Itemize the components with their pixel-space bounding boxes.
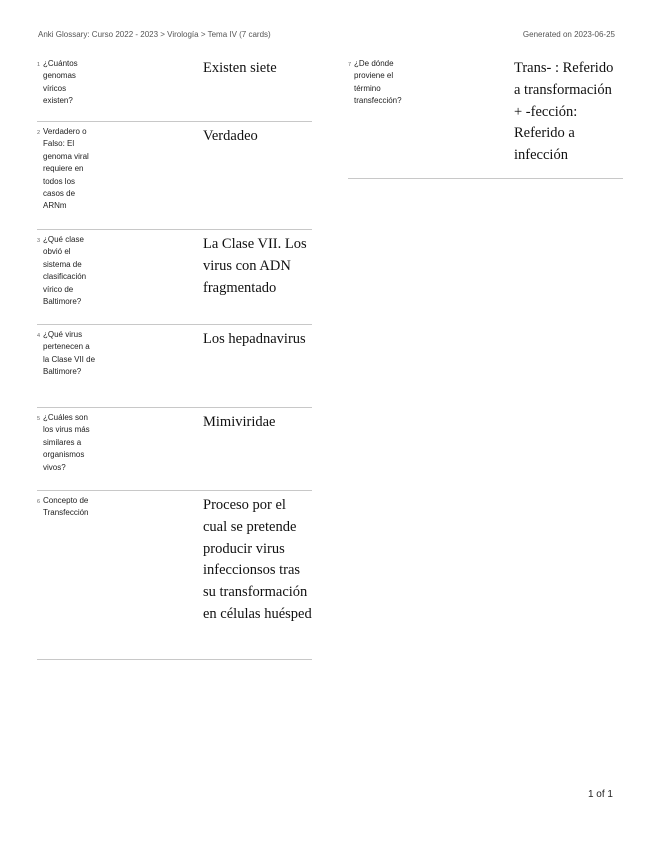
card-question xyxy=(37,234,203,312)
card-question xyxy=(37,495,203,647)
card-answer: Los hepadnavirus xyxy=(203,331,306,347)
card xyxy=(37,230,312,325)
card-answer: Trans- : Referido a transformación + -fección: Referido a infección xyxy=(514,60,614,164)
question-text: ¿Qué virus pertenecen a la Clase VII de Baltimore? xyxy=(43,330,96,377)
card-answer: Mimiviridae xyxy=(203,414,276,430)
card-question xyxy=(37,329,203,395)
card xyxy=(37,491,312,660)
card-question xyxy=(348,58,514,166)
cards-column-right xyxy=(348,54,623,179)
card-question xyxy=(37,412,203,478)
question-text: ¿Cuáles son los virus más similares a organismos vivos? xyxy=(43,413,90,472)
card xyxy=(37,408,312,491)
card-number: 4 xyxy=(37,333,41,339)
card-answer: La Clase VII. Los virus con ADN fragmentado xyxy=(203,236,307,296)
question-text: ¿De dónde proviene el término transfección? xyxy=(354,59,402,106)
card xyxy=(348,54,623,179)
card-answer: Verdadeo xyxy=(203,128,258,144)
card-number: 5 xyxy=(37,416,41,422)
question-text: ¿Cuántos genomas víricos existen? xyxy=(43,59,78,106)
card-question xyxy=(37,126,203,217)
card-question xyxy=(37,58,203,109)
generated-date: Generated on 2023-06-25 xyxy=(522,30,615,39)
question-text: Concepto de Transfección xyxy=(43,496,89,518)
cards-column-left xyxy=(37,54,312,660)
card-number: 2 xyxy=(37,130,41,136)
card-number: 3 xyxy=(37,238,41,244)
card-answer: Proceso por el cual se pretende producir virus infeccionsos tras su transformación en células huésped xyxy=(203,497,312,622)
card-number: 6 xyxy=(37,499,41,505)
question-text: ¿Qué clase obvió el sistema de clasificación vírico de Baltimore? xyxy=(43,235,87,307)
card xyxy=(37,325,312,408)
card-number: 7 xyxy=(348,62,352,68)
question-text: Verdadero o Falso: El genoma viral requiere en todos los casos de ARNm xyxy=(43,127,89,211)
card-number: 1 xyxy=(37,62,41,68)
card-answer: Existen siete xyxy=(203,60,277,76)
card xyxy=(37,122,312,230)
card xyxy=(37,54,312,122)
page-number: 1 of 1 xyxy=(587,789,613,800)
breadcrumb: Anki Glossary: Curso 2022 - 2023 > Virología > Tema IV (7 cards) xyxy=(38,30,271,39)
